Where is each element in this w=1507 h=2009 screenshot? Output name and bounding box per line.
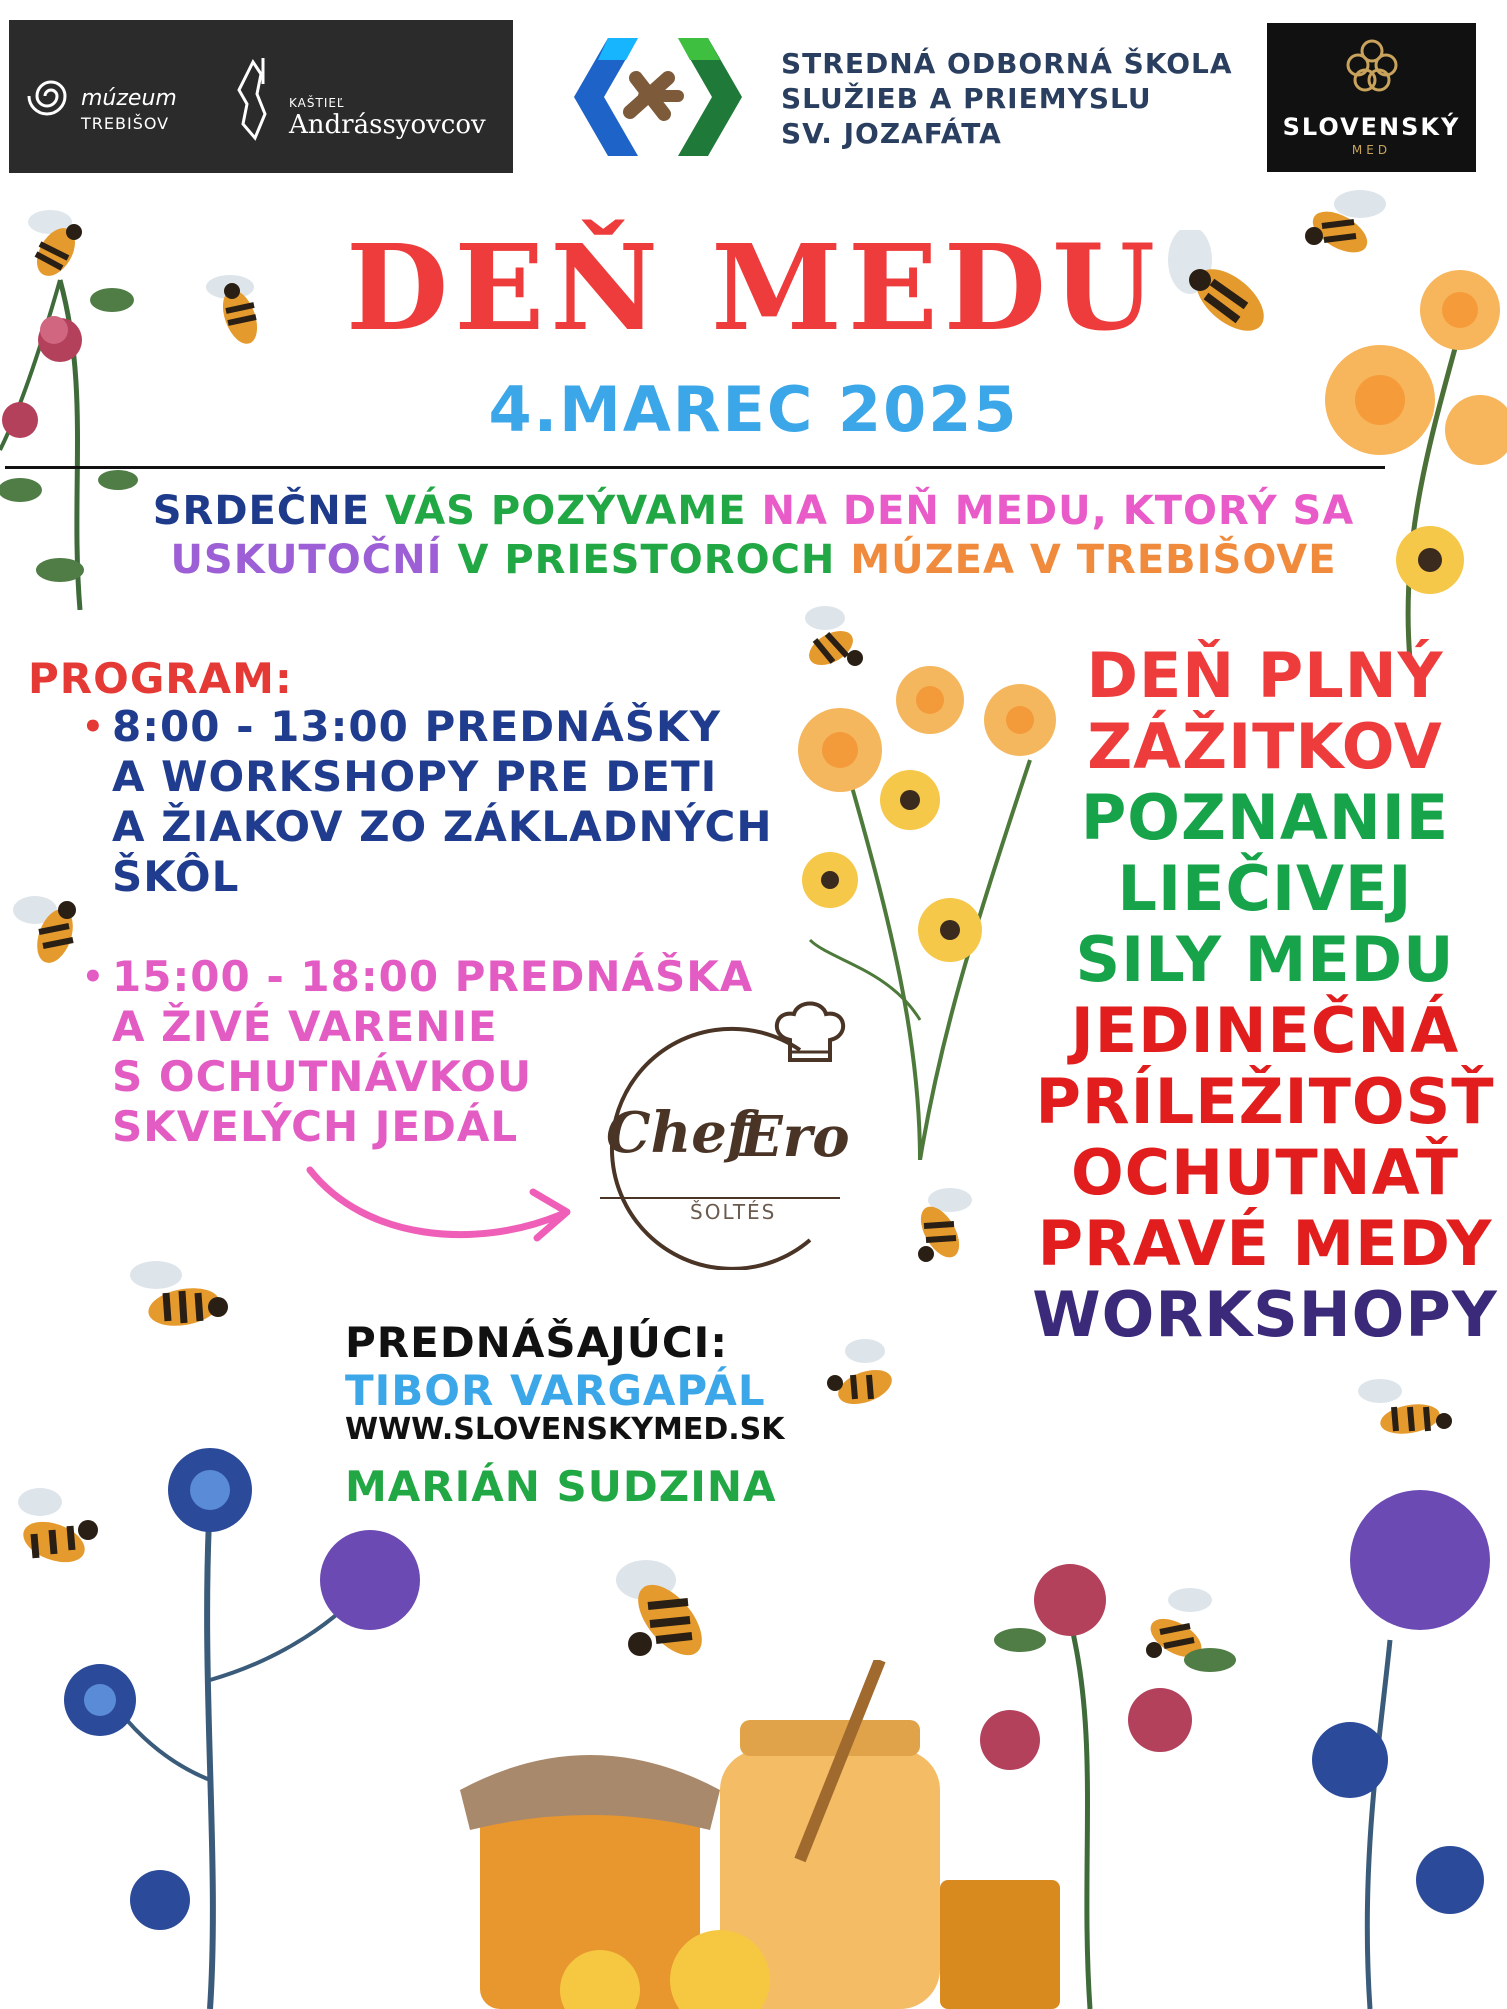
highlight-line-9: PRAVÉ MEDY <box>1037 1207 1493 1280</box>
title-divider <box>5 466 1385 469</box>
spiral-icon <box>27 68 75 123</box>
highlight-line-7: PRÍLEŽITOSŤ <box>1035 1065 1495 1138</box>
museum-name: múzeum <box>81 86 177 111</box>
program-item-1-line3: A ŽIAKOV ZO ZÁKLADNÝCH <box>112 802 773 851</box>
highlight-line-2: ZÁŽITKOV <box>1087 710 1443 783</box>
program-item-2-line3: S OCHUTNÁVKOU <box>112 1052 533 1101</box>
chef-name-second: Ero <box>740 1104 850 1170</box>
castle-label: KAŠTIEĽ <box>289 96 345 110</box>
chef-name-first: Chef <box>606 1100 752 1166</box>
program-item-2-line1: 15:00 - 18:00 PREDNÁŠKA <box>112 952 754 1001</box>
bee-icon <box>600 1540 740 1680</box>
castle-crest-icon <box>227 54 279 144</box>
speakers-heading: PREDNÁŠAJÚCI: <box>345 1318 729 1367</box>
highlight-line-6: JEDINEČNÁ <box>1070 994 1460 1067</box>
chef-hat-icon <box>770 1000 850 1080</box>
invitation-word-srdecne: SRDEČNE <box>152 488 371 534</box>
highlight-line-1: DEŇ PLNÝ <box>1086 639 1444 712</box>
invitation-word-den: NA DEŇ MEDU, KTORÝ SA <box>761 488 1355 534</box>
speaker-2-name: MARIÁN SUDZINA <box>345 1462 777 1511</box>
program-heading: PROGRAM: <box>28 654 293 703</box>
logo-sub: MED <box>1351 143 1392 157</box>
highlights-list <box>1030 640 1500 1350</box>
highlight-line-4: LIEČIVEJ <box>1117 852 1413 925</box>
chef-surname: ŠOLTÉS <box>690 1200 777 1224</box>
museum-logo-box <box>9 20 513 173</box>
honey-jar-icon <box>420 1660 1060 2009</box>
school-logo-icon <box>568 38 748 156</box>
program-item-1-line2: A WORKSHOPY PRE DETI <box>112 752 718 801</box>
event-date: 4.MAREC 2025 <box>488 373 1019 446</box>
honeycomb-flower-icon <box>1343 37 1401 95</box>
speaker-website-link[interactable]: WWW.SLOVENSKYMED.SK <box>345 1412 785 1447</box>
program-item-1-line4: ŠKÔL <box>112 852 240 901</box>
castle-name: Andrássyovcov <box>289 110 486 140</box>
program-item-2-line4: SKVELÝCH JEDÁL <box>112 1102 519 1151</box>
logo-brand: SLOVENSKÝ <box>1282 113 1461 141</box>
invitation-word-pozyvame: VÁS POZÝVAME <box>384 488 747 534</box>
highlight-line-10: WORKSHOPY <box>1032 1278 1498 1351</box>
invitation-line1 <box>0 488 1507 534</box>
school-name-line3: SV. JOZAFÁTA <box>781 117 1002 150</box>
invitation-word-muzea: MÚZEA V TREBIŠOVE <box>850 537 1337 583</box>
chef-logo <box>580 1000 870 1270</box>
bee-icon <box>120 1255 240 1345</box>
museum-city: TREBIŠOV <box>81 114 170 133</box>
program-item-2-line2: A ŽIVÉ VARENIE <box>112 1002 498 1051</box>
highlight-line-3: POZNANIE <box>1080 781 1450 854</box>
invitation-line2 <box>0 537 1507 583</box>
slovensky-med-logo-box <box>1267 23 1476 172</box>
invitation-word-priestoroch: V PRIESTOROCH <box>457 537 836 583</box>
school-name-line1: STREDNÁ ODBORNÁ ŠKOLA <box>781 47 1233 80</box>
invitation-word-uskutocni: USKUTOČNÍ <box>170 537 443 583</box>
speaker-1-name: TIBOR VARGAPÁL <box>345 1366 766 1415</box>
school-name-line2: SLUŽIEB A PRIEMYSLU <box>781 82 1152 115</box>
program-item-1-line1: 8:00 - 13:00 PREDNÁŠKY <box>112 702 721 751</box>
highlight-line-8: OCHUTNAŤ <box>1070 1136 1460 1209</box>
arrow-icon <box>305 1160 585 1250</box>
bullet-icon: • <box>82 957 105 997</box>
highlight-line-5: SILY MEDU <box>1075 923 1455 996</box>
bee-icon <box>890 1180 990 1270</box>
bullet-icon: • <box>82 707 105 747</box>
bee-icon <box>785 600 875 680</box>
bee-icon <box>815 1335 915 1425</box>
event-title: DEŇ MEDU <box>346 218 1161 357</box>
program-item-1 <box>82 702 773 902</box>
